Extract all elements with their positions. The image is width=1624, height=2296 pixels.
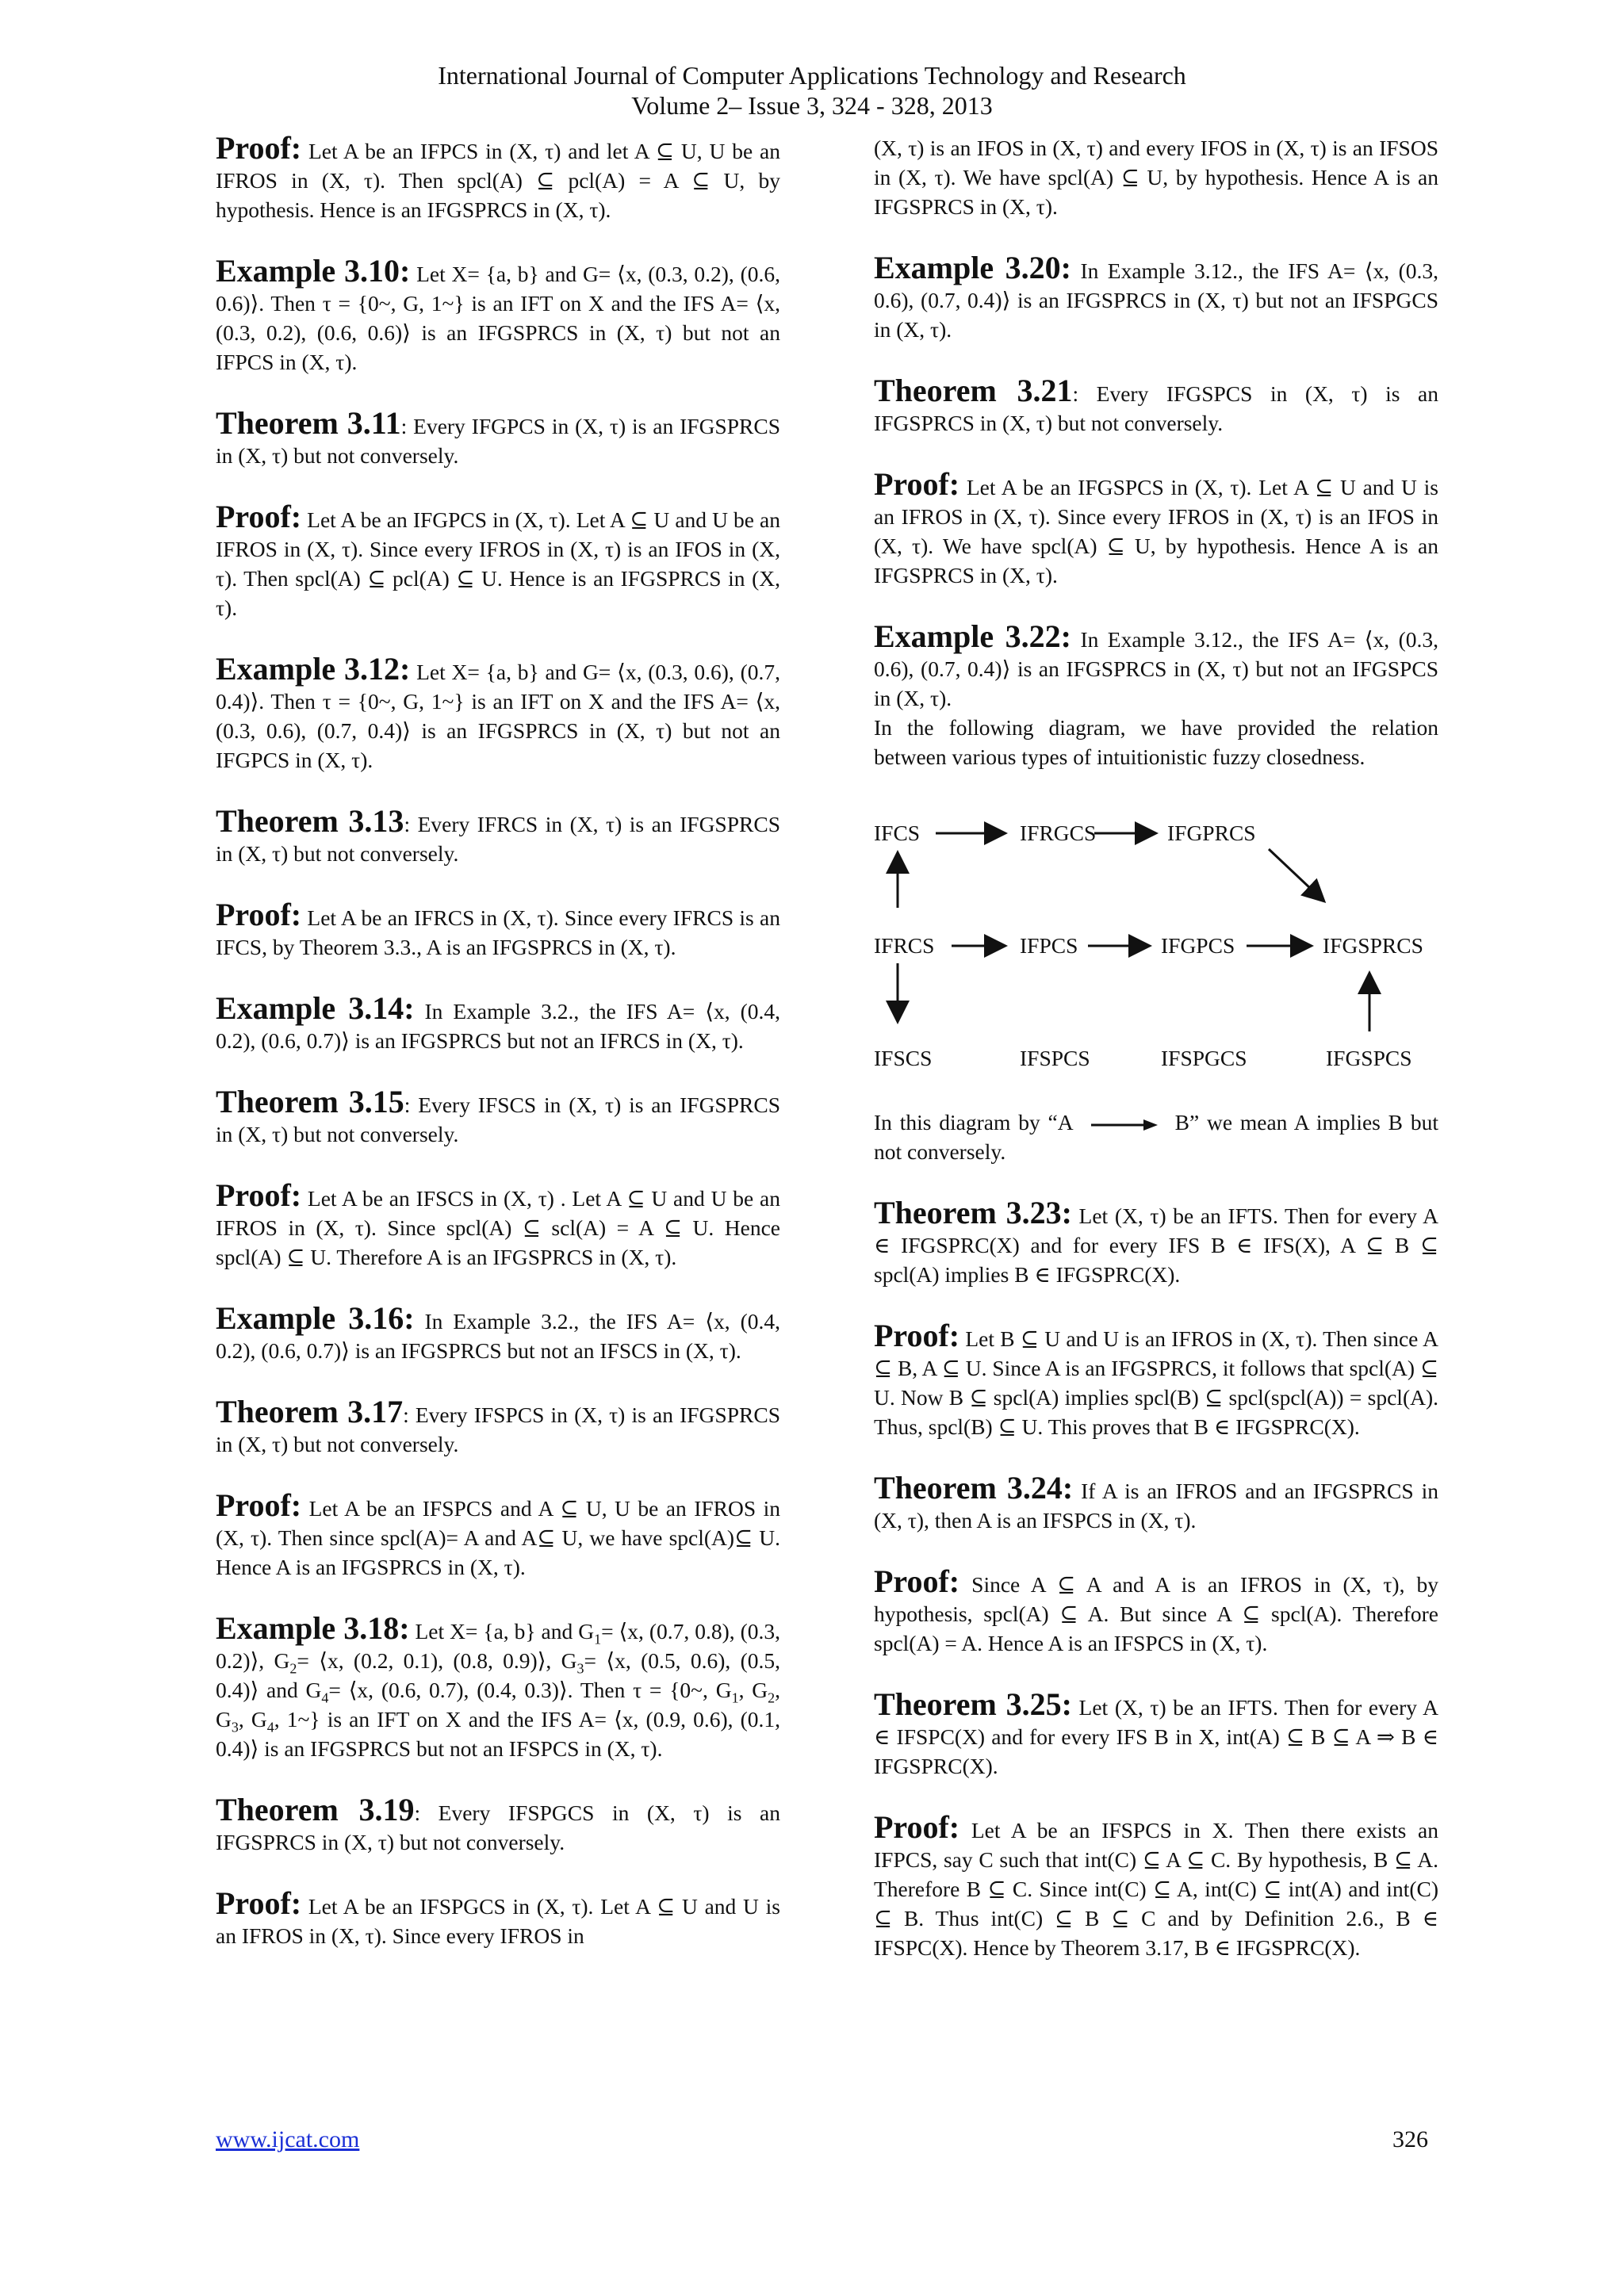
volume-line: Volume 2– Issue 3, 324 - 328, 2013	[631, 91, 993, 120]
theorem-block	[216, 1394, 780, 1459]
theorem-block	[874, 1195, 1438, 1289]
example-block	[216, 990, 780, 1055]
node-ifgprcs: IFGPRCS	[1167, 821, 1256, 845]
theorem-label: Theorem 3.25:	[874, 1686, 1072, 1722]
proof-text: Let A be an IFSPCS and A ⊆ U, U be an IFROS in (X, τ). Then since spcl(A)= A and A⊆ U, we have spcl(A)⊆ U. Hence A is an IFGSPRCS in (X, τ).	[216, 1496, 780, 1579]
theorem-text: : Every IFSPGCS in (X, τ) is an IFGSPRCS in (X, τ) but not conversely.	[216, 1800, 780, 1854]
theorem-text: If A is an IFROS and an IFGSPRCS in (X, τ), then A is an IFSPCS in (X, τ).	[874, 1479, 1438, 1533]
theorem-text: : Every IFGSPCS in (X, τ) is an IFGSPRCS in (X, τ) but not conversely.	[874, 381, 1438, 435]
example-text: In Example 3.2., the IFS A= ⟨x, (0.4, 0.2), (0.6, 0.7)⟩ is an IFGSPRCS but not an IFRCS in (X, τ).	[216, 999, 780, 1053]
proof-block	[216, 1885, 780, 1950]
proof-label: Proof:	[874, 1809, 960, 1845]
example-text: In Example 3.12., the IFS A= ⟨x, (0.3, 0.6), (0.7, 0.4)⟩ is an IFGSPRCS in (X, τ) but not an IFSPGCS in (X, τ).	[874, 258, 1438, 342]
theorem-text: Let (X, τ) be an IFTS. Then for every A ∈ IFGSPRC(X) and for every IFS B ∈ IFS(X), A ⊆ B ⊆ spcl(A) implies B ∈ IFGSPRC(X).	[874, 1203, 1438, 1287]
theorem-text: : Every IFGPCS in (X, τ) is an IFGSPRCS in (X, τ) but not conversely.	[216, 414, 781, 468]
closedness-diagram	[874, 803, 1438, 1070]
example-label: Example 3.10:	[216, 253, 411, 289]
example-text: In Example 3.2., the IFS A= ⟨x, (0.4, 0.2), (0.6, 0.7)⟩ is an IFGSPRCS but not an IFSCS in (X, τ).	[216, 1309, 780, 1363]
theorem-block	[216, 405, 781, 470]
legend-text-before: In this diagram by “A	[874, 1110, 1074, 1135]
proof-block	[216, 499, 780, 622]
theorem-block	[216, 803, 780, 868]
legend-text-after: B” we mean A implies B but not conversely.	[874, 1110, 1438, 1164]
theorem-label: Theorem 3.17	[216, 1394, 404, 1429]
theorem-label: Theorem 3.19	[216, 1792, 415, 1827]
proof-text: Let A be an IFRCS in (X, τ). Since every IFRCS is an IFCS, by Theorem 3.3., A is an IFGSPRCS in (X, τ).	[216, 905, 780, 959]
left-column	[216, 130, 781, 1982]
example-text: Let X= {a, b} and G= ⟨x, (0.3, 0.2), (0.6, 0.6)⟩. Then τ = {0~, G, 1~} is an IFT on X and the IFS A= ⟨x, (0.3, 0.2), (0.6, 0.6)⟩ is an IFGSPRCS in (X, τ) but not an IFPCS in (X, τ).	[216, 262, 780, 374]
theorem-label: Theorem 3.21	[874, 373, 1073, 408]
proof-label: Proof:	[216, 897, 302, 932]
proof-block	[216, 1177, 780, 1272]
theorem-block	[216, 1084, 780, 1149]
proof-text: Let A be an IFSCS in (X, τ) . Let A ⊆ U and U be an IFROS in (X, τ). Since spcl(A) ⊆ scl(A) = A ⊆ U. Hence spcl(A) ⊆ U. Therefore A is an IFGSPRCS in (X, τ).	[216, 1186, 780, 1269]
proof-text: Let A be an IFSPCS in X. Then there exists an IFPCS, say C such that int(C) ⊆ A ⊆ C. By hypothesis, B ⊆ A. Therefore B ⊆ C. Since int(C) ⊆ A, int(C) ⊆ int(A) and int(C) ⊆ B. Thus int(C) ⊆ B ⊆ C and by Definition 2.6., B ∈ IFSPC(X). Hence by Theorem 3.17, B ∈ IFGSPRC(X).	[874, 1818, 1438, 1960]
proof-text: Let B ⊆ U and U is an IFROS in (X, τ). Then since A ⊆ B, A ⊆ U. Since A is an IFGSPRCS, it follows that spcl(A) ⊆ U. Now B ⊆ spcl(A) implies spcl(B) ⊆ spcl(spcl(A)) = spcl(A). Thus, spcl(B) ⊆ U. This proves that B ∈ IFGSPRC(X).	[874, 1326, 1438, 1439]
example-label: Example 3.18:	[216, 1610, 410, 1646]
example-text: Let X= {a, b} and G= ⟨x, (0.3, 0.6), (0.7, 0.4)⟩. Then τ = {0~, G, 1~} is an IFT on X and the IFS A= ⟨x, (0.3, 0.6), (0.7, 0.4)⟩ is an IFGSPRCS in (X, τ) but not an IFGPCS in (X, τ).	[216, 660, 780, 772]
example-text: In Example 3.12., the IFS A= ⟨x, (0.3, 0.6), (0.7, 0.4)⟩ is an IFGSPRCS in (X, τ) but not an IFGSPCS in (X, τ).	[874, 627, 1438, 710]
text-continuation	[874, 133, 1438, 221]
node-ifpcs: IFPCS	[1020, 933, 1078, 958]
theorem-label: Theorem 3.24:	[874, 1470, 1074, 1506]
theorem-block	[216, 1792, 780, 1857]
proof-label: Proof:	[216, 130, 302, 166]
theorem-block	[874, 1686, 1438, 1781]
legend-arrow-icon	[1091, 1117, 1158, 1133]
right-column	[874, 133, 1438, 1994]
proof-block	[874, 466, 1438, 590]
proof-label: Proof:	[874, 466, 960, 502]
example-label: Example 3.20:	[874, 250, 1071, 285]
example-label: Example 3.12:	[216, 651, 411, 687]
diagram-arrows	[874, 803, 1438, 1041]
example-block	[874, 618, 1438, 713]
proof-block	[216, 130, 780, 224]
proof-block	[874, 1318, 1438, 1441]
example-block	[874, 250, 1438, 344]
node-ifspcs: IFSPCS	[1020, 1046, 1090, 1070]
node-ifspgcs: IFSPGCS	[1161, 1046, 1247, 1070]
example-label: Example 3.22:	[874, 618, 1071, 654]
proof-block	[874, 1809, 1438, 1962]
example-label: Example 3.16:	[216, 1300, 415, 1336]
proof-text: Let A be an IFSPGCS in (X, τ). Let A ⊆ U and U is an IFROS in (X, τ). Since every IFROS in	[216, 1894, 780, 1948]
example-block	[216, 1610, 781, 1763]
journal-title: International Journal of Computer Applications Technology and Research	[438, 61, 1186, 90]
proof-text: Let A be an IFGSPCS in (X, τ). Let A ⊆ U and U is an IFROS in (X, τ). Since every IFROS in (X, τ) is an IFOS in (X, τ). We have spcl(A) ⊆ U, by hypothesis. Hence A is an IFGSPRCS in (X, τ).	[874, 475, 1438, 587]
example-label: Example 3.14:	[216, 990, 415, 1026]
diagram-intro: In the following diagram, we have provided the relation between various types of intuitionistic fuzzy closedness.	[874, 715, 1438, 769]
proof-block	[216, 1487, 780, 1582]
node-ifscs: IFSCS	[874, 1046, 933, 1070]
proof-text: Let A be an IFGPCS in (X, τ). Let A ⊆ U and U be an IFROS in (X, τ). Since every IFROS in (X, τ) is an IFOS in (X, τ). Then spcl(A) ⊆ pcl(A) ⊆ U. Hence is an IFGSPRCS in (X, τ).	[216, 507, 780, 620]
proof-label: Proof:	[216, 1177, 302, 1213]
proof-label: Proof:	[216, 499, 302, 534]
theorem-block	[874, 373, 1438, 438]
theorem-block	[874, 1470, 1438, 1535]
theorem-label: Theorem 3.23:	[874, 1195, 1072, 1230]
theorem-text: : Every IFSPCS in (X, τ) is an IFGSPRCS in (X, τ) but not conversely.	[216, 1402, 780, 1456]
theorem-text: Let (X, τ) be an IFTS. Then for every A ∈ IFSPC(X) and for every IFS B in X, int(A) ⊆ B ⊆ A ⇒ B ∈ IFGSPRC(X).	[874, 1695, 1438, 1778]
theorem-label: Theorem 3.15	[216, 1084, 404, 1119]
node-ifgspcs: IFGSPCS	[1326, 1046, 1412, 1070]
example-block	[216, 651, 780, 775]
theorem-text: : Every IFRCS in (X, τ) is an IFGSPRCS in (X, τ) but not conversely.	[216, 812, 780, 866]
right-column-bottom	[874, 1195, 1438, 1962]
proof-text: Since A ⊆ A and A is an IFROS in (X, τ), by hypothesis, spcl(A) ⊆ A. But since A ⊆ spcl(A). Therefore spcl(A) = A. Hence A is an IFSPCS in (X, τ).	[874, 1572, 1438, 1655]
node-ifgsprcs: IFGSPRCS	[1323, 933, 1423, 958]
theorem-text: : Every IFSCS in (X, τ) is an IFGSPRCS in (X, τ) but not conversely.	[216, 1093, 780, 1146]
proof-label: Proof:	[874, 1318, 960, 1353]
journal-url-link[interactable]: www.ijcat.com	[216, 2126, 360, 2152]
node-ifrcs: IFRCS	[874, 933, 935, 958]
page-number: 326	[1392, 2126, 1428, 2152]
right-column-top	[874, 133, 1438, 713]
proof-text: Let A be an IFPCS in (X, τ) and let A ⊆ U, U be an IFROS in (X, τ). Then spcl(A) ⊆ pcl(A) = A ⊆ U, by hypothesis. Hence is an IFGSPRCS in (X, τ).	[216, 139, 780, 222]
theorem-label: Theorem 3.11	[216, 405, 401, 441]
example-block	[216, 253, 780, 377]
diagram-legend	[874, 1108, 1438, 1166]
proof-label: Proof:	[216, 1885, 302, 1921]
proof-label: Proof:	[216, 1487, 302, 1523]
node-ifcs: IFCS	[874, 821, 921, 845]
theorem-label: Theorem 3.13	[216, 803, 404, 839]
example-block	[216, 1300, 780, 1365]
arrow-ifgprcs-ifgsprcs	[1269, 849, 1324, 901]
proof-label: Proof:	[874, 1563, 960, 1599]
proof-block	[216, 897, 780, 962]
node-ifgpcs: IFGPCS	[1161, 933, 1235, 958]
example-text: Let X= {a, b} and $G_1=$ ⟨x, (0.7, 0.8), (0.3, 0.2)⟩, $G_2=$ ⟨x, (0.2, 0.1), (0.8, 0.9)⟩, $G_3=$ ⟨x, (0.5, 0.6), (0.5, 0.4)⟩ and $G_4=$ ⟨x, (0.6, 0.7), (0.4, 0.3)⟩. Then τ = {0~, $G_1$, $G_2$, $G_3$, $G_4$, 1~} is an IFT on X and the IFS A= ⟨x, (0.9, 0.6), (0.1, 0.4)⟩ is an IFGSPRCS but not an IFSPCS in (X, τ).	[216, 1619, 781, 1761]
paragraph-text: (X, τ) is an IFOS in (X, τ) and every IFOS in (X, τ) is an IFSOS in (X, τ). We have spcl(A) ⊆ U, by hypothesis. Hence A is an IFGSPRCS in (X, τ).	[874, 136, 1438, 219]
node-ifrgcs: IFRGCS	[1020, 821, 1097, 845]
proof-block	[874, 1563, 1438, 1658]
